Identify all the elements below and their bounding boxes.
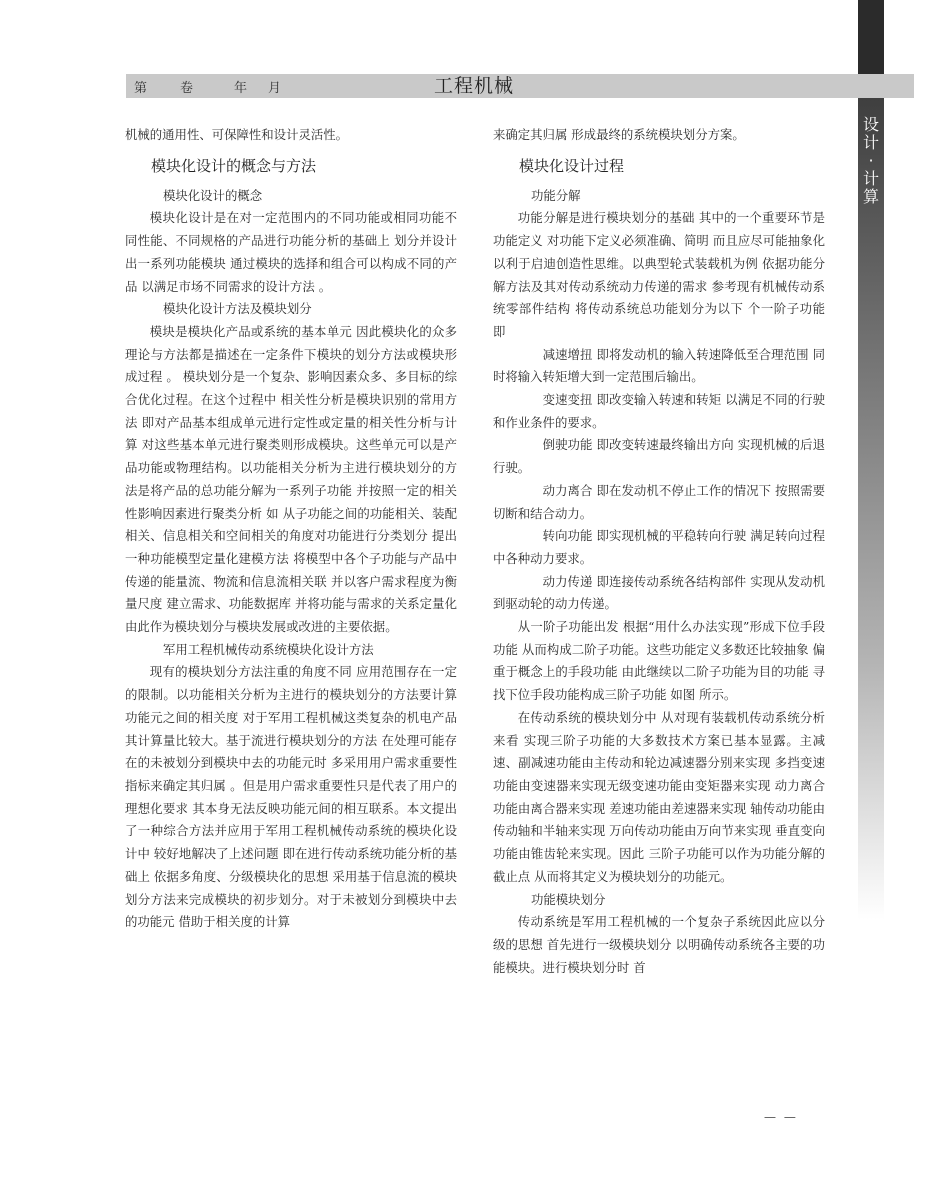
subsection-heading: 模块化设计方法及模块划分 bbox=[163, 301, 312, 317]
section-tab-char: 设 bbox=[862, 115, 879, 134]
function-item: 转向功能 即实现机械的平稳转向行驶 满足转向过程中各种动力要求。 bbox=[493, 528, 825, 566]
subsection-heading: 功能分解 bbox=[531, 187, 581, 203]
paragraph: 模块是模块化产品或系统的基本单元 因此模块化的众多理论与方法都是描述在一定条件下模块的划分方法或模块形成过程 。 模块划分是一个复杂、影响因素众多、多目标的综合优化过程。在这个过程中 相关性分析是模块识别的常用方法 即对产品基本组成单元进行定性或定量的相关性分析与计算 对这些基本单元进行聚类则形成模块。这些单元可以是产品功能或物理结构。以功能相关分析为主进行模块划分的方法是将产品的总功能分解为一系列子功能 并按照一定的相关性影响因素进行聚类分析 如 从子功能之间的功能相关、装配相关、信息相关和空间相关的角度对功能进行分类划分 提出一种功能模型定量化建模方法 将模型中各个子功能与产品中传递的能量流、物流和信息流相关联 并以客户需求程度为衡量尺度 建立需求、功能数据库 并将功能与需求的关系定量化由此作为模块划分与模块发展或改进的主要依据。 bbox=[125, 323, 457, 635]
function-item: 变速变扭 即改变输入转速和转矩 以满足不同的行驶和作业条件的要求。 bbox=[493, 392, 825, 430]
subsection-heading: 功能模块划分 bbox=[531, 891, 606, 907]
paragraph: 来确定其归属 形成最终的系统模块划分方案。 bbox=[493, 127, 745, 142]
function-item: 动力传递 即连接传动系统各结构部件 实现从发动机到驱动轮的动力传递。 bbox=[493, 573, 825, 612]
section-tab-char: · bbox=[868, 151, 874, 170]
issue-month-label: 月 bbox=[268, 81, 282, 96]
section-tab-char: 计 bbox=[862, 133, 879, 152]
section-tab-label bbox=[858, 116, 884, 206]
function-item: 动力离合 即在发动机不停止工作的情况下 按照需要切断和结合动力。 bbox=[493, 482, 825, 521]
paragraph: 功能分解是进行模块划分的基础 其中的一个重要环节是功能定义 对功能下定义必须准确、简明 而且应尽可能抽象化 以利于启迪创造性思维。以典型轮式装载机为例 依据功能分解方法及其对传动系统动力传递的需求 参考现有机械传动系统零部件结构 将传动系统总功能划分为以下 个一阶子功能 即 bbox=[493, 210, 825, 339]
issue-info bbox=[134, 77, 281, 96]
side-tab-dark-block bbox=[858, 0, 884, 74]
issue-juan-label: 卷 bbox=[180, 81, 194, 96]
paragraph: 在传动系统的模块划分中 从对现有装载机传动系统分析来看 实现三阶子功能的大多数技术方案已基本显露。主减速、副减速功能由主传动和轮边减速器分别来实现 多挡变速功能由变速器来实现无级变速功能由变矩器来实现 动力离合功能由离合器来实现 差速功能由差速器来实现 轴传动功能由传动轴和半轴来实现 万向传动功能由万向节来实现 垂直变向功能由锥齿轮来实现。因此 三阶子功能可以作为功能分解的截止点 从而将其定义为模块划分的功能元。 bbox=[493, 709, 825, 884]
paragraph: 机械的通用性、可保障性和设计灵活性。 bbox=[125, 127, 349, 142]
paragraph: 传动系统是军用工程机械的一个复杂子系统因此应以分级的思想 首先进行一级模块划分 以明确传动系统各主要的功能模块。进行模块划分时 首 bbox=[493, 914, 825, 975]
subsection-heading: 军用工程机械传动系统模块化设计方法 bbox=[163, 641, 374, 657]
section-tab-char: 计 bbox=[862, 169, 879, 188]
journal-title: 工程机械 bbox=[434, 75, 515, 97]
paragraph: 从一阶子功能出发 根据“用什么办法实现”形成下位手段功能 从而构成二阶子功能。这些功能定义多数还比较抽象 偏重于概念上的手段功能 由此继续以二阶子功能为目的功能 寻找下位手段功能构成三阶子功能 如图 所示。 bbox=[493, 619, 825, 703]
issue-year-label: 年 bbox=[234, 81, 248, 96]
left-column bbox=[125, 124, 457, 934]
paragraph: 现有的模块划分方法注重的角度不同 应用范围存在一定的限制。以功能相关分析为主进行的模块划分的方法要计算功能元之间的相关度 对于军用工程机械这类复杂的机电产品 其计算量比较大。基于流进行模块划分的方法 在处理可能存在的未被划分到模块中去的功能元时 多采用用户需求重要性指标来确定其归属 。但是用户需求重要性只是代表了用户的理想化要求 其本身无法反映功能元间的相互联系。本文提出了一种综合方法并应用于军用工程机械传动系统的模块化设计中 较好地解决了上述问题 即在进行传动系统功能分析的基础上 依据多角度、分级模块化的思想 采用基于信息流的模块划分方法来完成模块的初步划分。对于未被划分到模块中去的功能元 借助于相关度的计算 bbox=[125, 664, 457, 930]
paragraph: 模块化设计是在对一定范围内的不同功能或相同功能不同性能、不同规格的产品进行功能分析的基础上 划分并设计出一系列功能模块 通过模块的选择和组合可以构成不同的产品 以满足市场不同需求的设计方法 。 bbox=[125, 210, 457, 294]
issue-vol-label: 第 bbox=[134, 81, 148, 96]
function-item: 倒驶功能 即改变转速最终输出方向 实现机械的后退行驶。 bbox=[493, 437, 825, 476]
subsection-heading: 模块化设计的概念 bbox=[163, 187, 263, 203]
right-column bbox=[493, 124, 825, 979]
section-heading: 模块化设计过程 bbox=[519, 156, 625, 175]
running-header bbox=[126, 74, 914, 98]
section-tab-char: 算 bbox=[862, 187, 879, 206]
page-number-marks: — — bbox=[764, 1110, 798, 1124]
function-item: 减速增扭 即将发动机的输入转速降低至合理范围 同时将输入转矩增大到一定范围后输出。 bbox=[493, 346, 825, 385]
section-heading: 模块化设计的概念与方法 bbox=[151, 156, 317, 175]
